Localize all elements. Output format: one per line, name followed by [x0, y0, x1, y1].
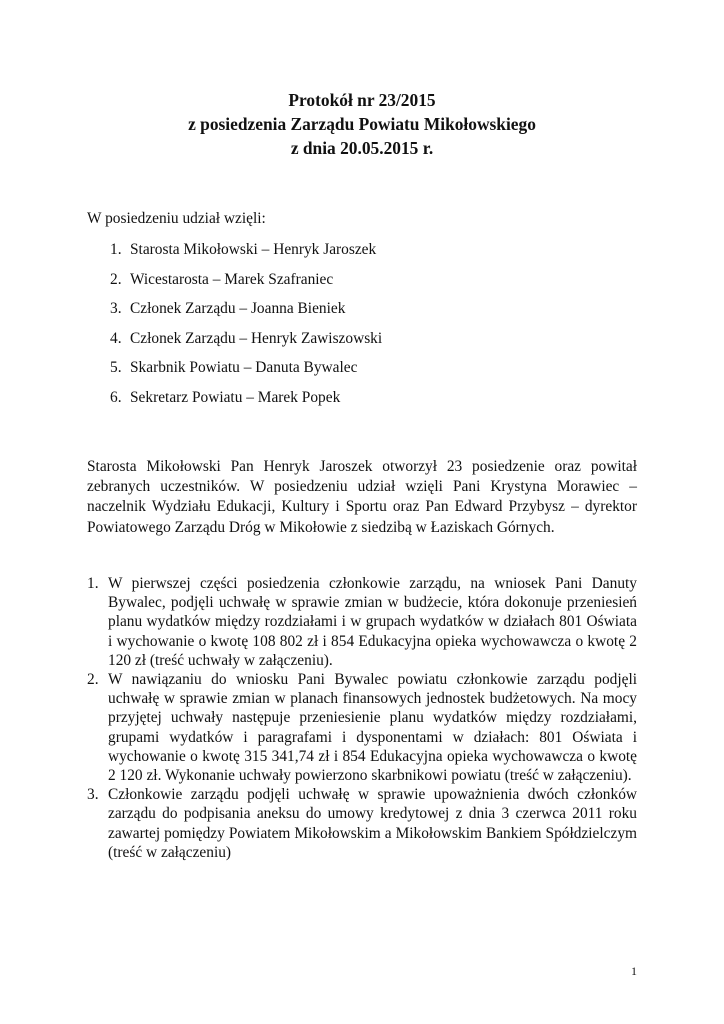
participants-intro: W posiedzeniu udział wzięli:: [87, 210, 266, 227]
participant-text: Członek Zarządu – Joanna Bieniek: [130, 300, 346, 318]
agenda-item: [87, 574, 637, 670]
agenda-item-number: 1.: [87, 575, 99, 592]
agenda-item-text: Członkowie zarządu podjęli uchwałę w sprawie upoważnienia dwóch członków zarządu do podpisania aneksu do umowy kredytowej z dnia 3 czerwca 2011 roku zawartej pomiędzy Powiatem Mikołowskim a Mikołowskim Bankiem Spółdzielczym (treść w załączeniu): [108, 786, 637, 861]
title-line-1: Protokół nr 23/2015: [288, 90, 436, 110]
participant-text: Skarbnik Powiatu – Danuta Bywalec: [130, 359, 358, 377]
participant-item: [110, 299, 382, 329]
participant-item: [110, 329, 382, 359]
participant-number: 3.: [110, 300, 122, 318]
opening-paragraph: Starosta Mikołowski Pan Henryk Jaroszek otworzył 23 posiedzenie oraz powitał zebranych uczestników. W posiedzeniu udział wzięli Pani Krystyna Morawiec – naczelnik Wydziału Edukacji, Kultury i Sportu oraz Pan Edward Przybysz – dyrektor Powiatowego Zarządu Dróg w Mikołowie z siedzibą w Łaziskach Górnych.: [87, 458, 637, 536]
participant-text: Członek Zarządu – Henryk Zawiszowski: [130, 329, 383, 347]
title-line-3: z dnia 20.05.2015 r.: [290, 138, 434, 158]
agenda-item: [87, 670, 637, 785]
agenda-item-number: 3.: [87, 786, 99, 804]
participant-text: Wicestarosta – Marek Szafraniec: [130, 270, 334, 288]
document-title: [0, 88, 724, 160]
participant-text: Starosta Mikołowski – Henryk Jaroszek: [130, 241, 377, 258]
participant-text: Sekretarz Powiatu – Marek Popek: [130, 388, 341, 406]
participant-item: [110, 270, 382, 300]
title-line-2: z posiedzenia Zarządu Powiatu Mikołowskiego: [188, 114, 536, 134]
agenda-item-text: W nawiązaniu do wniosku Pani Bywalec powiatu członkowie zarządu podjęli uchwałę w sprawie zmian w planach finansowych jednostek budżetowych. Na mocy przyjętej uchwały następuje przeniesienie planu wydatków między rozdziałami, grupami wydatków i paragrafami i dysponentami w działach: 801 Oświata i wychowanie o kwotę 315 341,74 zł i 854 Edukacyjna opieka wychowawcza o kwotę 2 120 zł. Wykonanie uchwały powierzono skarbnikowi powiatu (treść w załączeniu).: [108, 671, 637, 785]
participant-number: 6.: [110, 388, 122, 406]
agenda-item-number: 2.: [87, 671, 99, 689]
participant-item: [110, 388, 382, 418]
participant-number: 4.: [110, 329, 122, 347]
agenda-item-text: W pierwszej części posiedzenia członkowie zarządu, na wniosek Pani Danuty Bywalec, podjęli uchwałę w sprawie zmian w budżecie, która dokonuje przeniesień planu wydatków między rozdziałami i w grupach wydatków w działach 801 Oświata i wychowanie o kwotę 108 802 zł i 854 Edukacyjna opieka wychowawcza o kwotę 2 120 zł (treść uchwały w załączeniu).: [108, 575, 637, 669]
participant-item: [110, 358, 382, 388]
participant-number: 1.: [110, 241, 122, 258]
participants-list: [110, 240, 382, 418]
agenda-item: [87, 785, 637, 862]
agenda-items-list: [87, 574, 637, 862]
participant-number: 2.: [110, 270, 122, 288]
page-number: 1: [631, 964, 637, 978]
participant-number: 5.: [110, 359, 122, 377]
participant-item: [110, 240, 382, 270]
